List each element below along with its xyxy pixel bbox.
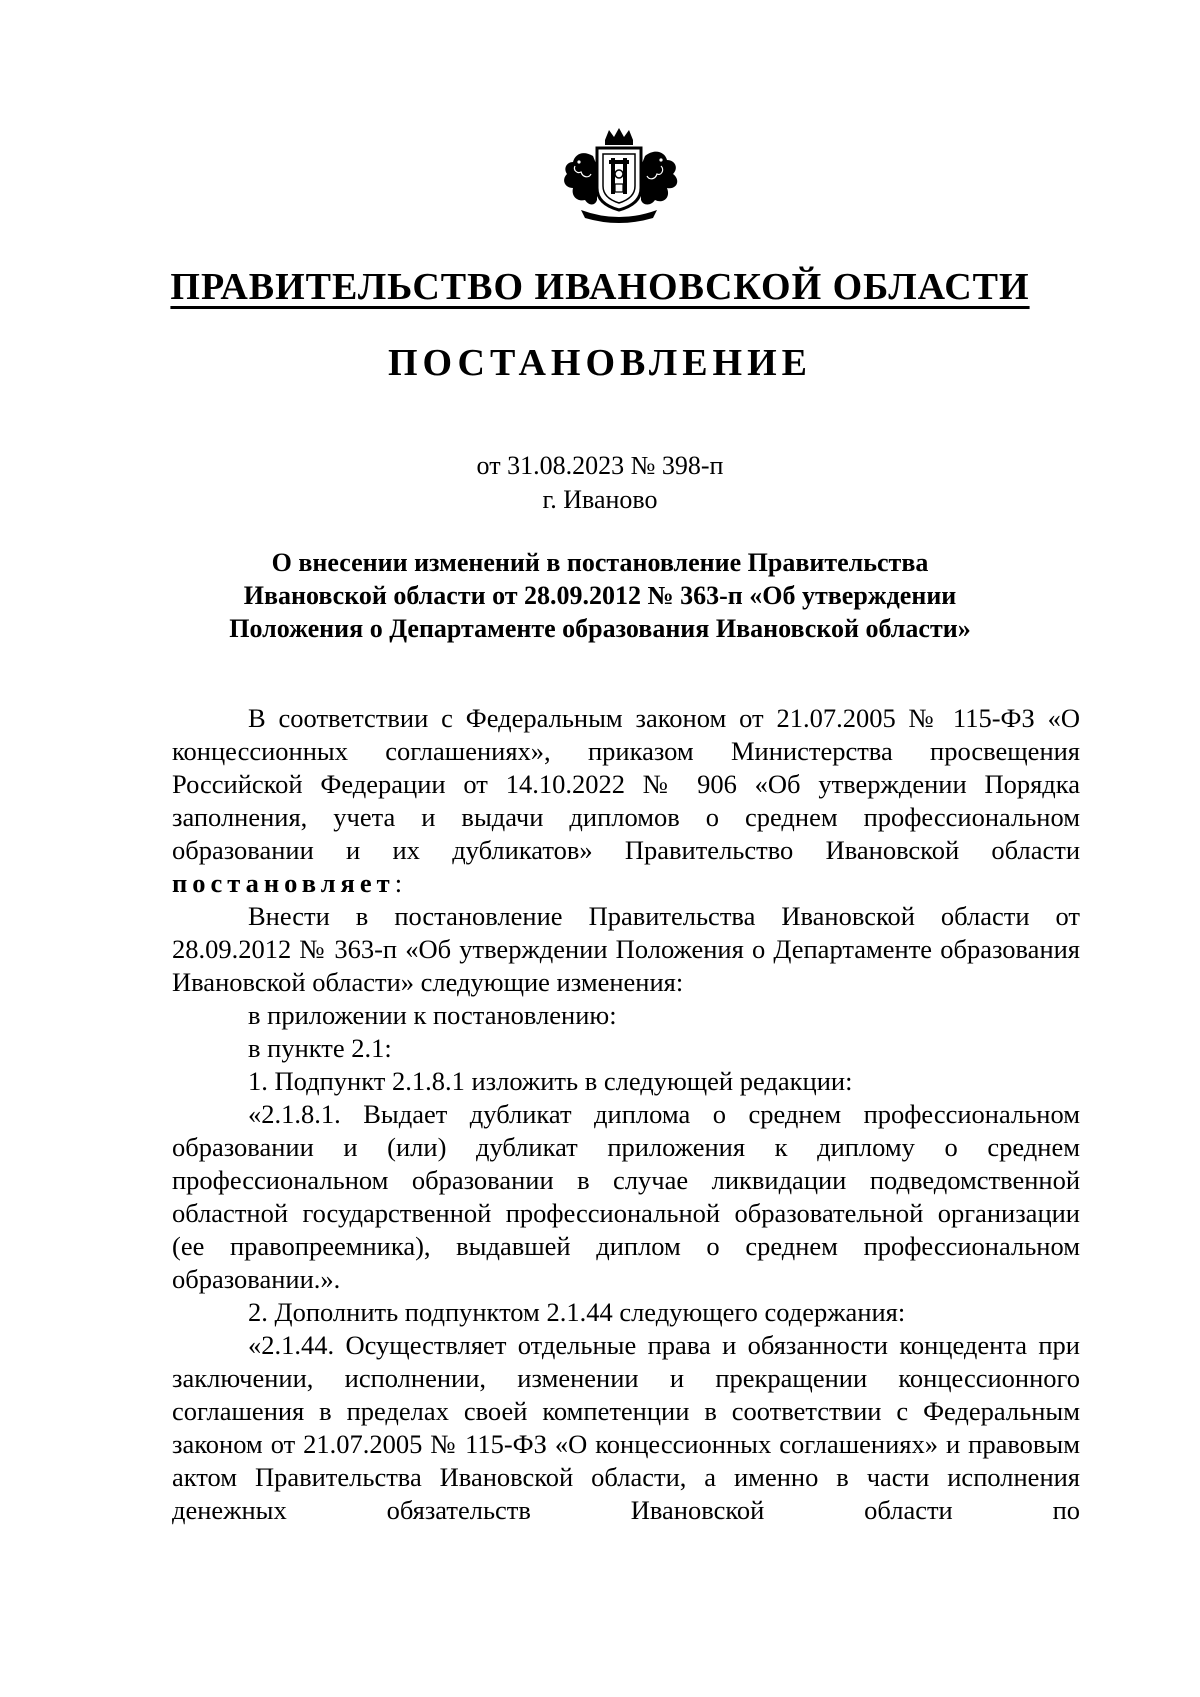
document-heading-line: Ивановской области от 28.09.2012 № 363-п «Об утверждении	[243, 581, 957, 610]
body-paragraph: 1. Подпункт 2.1.8.1 изложить в следующей редакции:	[248, 1066, 853, 1096]
document-heading-line: Положения о Департаменте образования Ивановской области»	[229, 614, 971, 643]
document-city: г. Иваново	[542, 485, 658, 514]
document-body	[172, 702, 1080, 1527]
decree-colon: :	[394, 868, 403, 898]
body-paragraph: в пункте 2.1:	[248, 1033, 392, 1063]
decree-word: постановляет	[172, 868, 395, 898]
body-paragraph: Внести в постановление Правительства Ивановской области от 28.09.2012 № 363-п «Об утверждении Положения о Департаменте образования Ивановской области» следующие изменения:	[172, 901, 1080, 997]
preamble-paragraph	[172, 702, 1080, 900]
preamble-text: В соответствии с Федеральным законом от 21.07.2005 № 115-ФЗ «О концессионных соглашениях», приказом Министерства просвещения Российской Федерации от 14.10.2022 № 906 «Об утверждении Порядка заполнения, учета и выдачи дипломов о среднем профессиональном образовании и их дубликатов» Правительство Ивановской области	[172, 703, 1080, 865]
body-paragraph: «2.1.44. Осуществляет отдельные права и обязанности концедента при заключении, исполнении, изменении и прекращении концессионного соглашения в пределах своей компетенции в соответствии с Федеральным законом от 21.07.2005 № 115-ФЗ «О концессионных соглашениях» и правовым актом Правительства Ивановской области, а именно в части исполнения денежных обязательств Ивановской области по	[172, 1330, 1080, 1525]
body-paragraph: в приложении к постановлению:	[248, 1000, 617, 1030]
document-type-title: ПОСТАНОВЛЕНИЕ	[387, 342, 813, 384]
organization-title-text: ПРАВИТЕЛЬСТВО ИВАНОВСКОЙ ОБЛАСТИ	[170, 266, 1030, 308]
document-heading-line: О внесении изменений в постановление Правительства	[271, 548, 929, 577]
document-heading	[150, 546, 1050, 645]
organization-title	[0, 264, 1200, 310]
body-paragraph: 2. Дополнить подпунктом 2.1.44 следующего содержания:	[248, 1297, 906, 1327]
body-paragraph: «2.1.8.1. Выдает дубликат диплома о среднем профессиональном образовании и (или) дубликат приложения к диплому о среднем профессиональном образовании в случае ликвидации подведомственной областной государственной профессиональной образовательной организации (ее правопреемника), выдавшей диплом о среднем профессиональном образовании.».	[172, 1099, 1080, 1294]
document-date-number: от 31.08.2023 № 398-п	[476, 451, 724, 480]
coat-of-arms-icon	[553, 126, 685, 226]
